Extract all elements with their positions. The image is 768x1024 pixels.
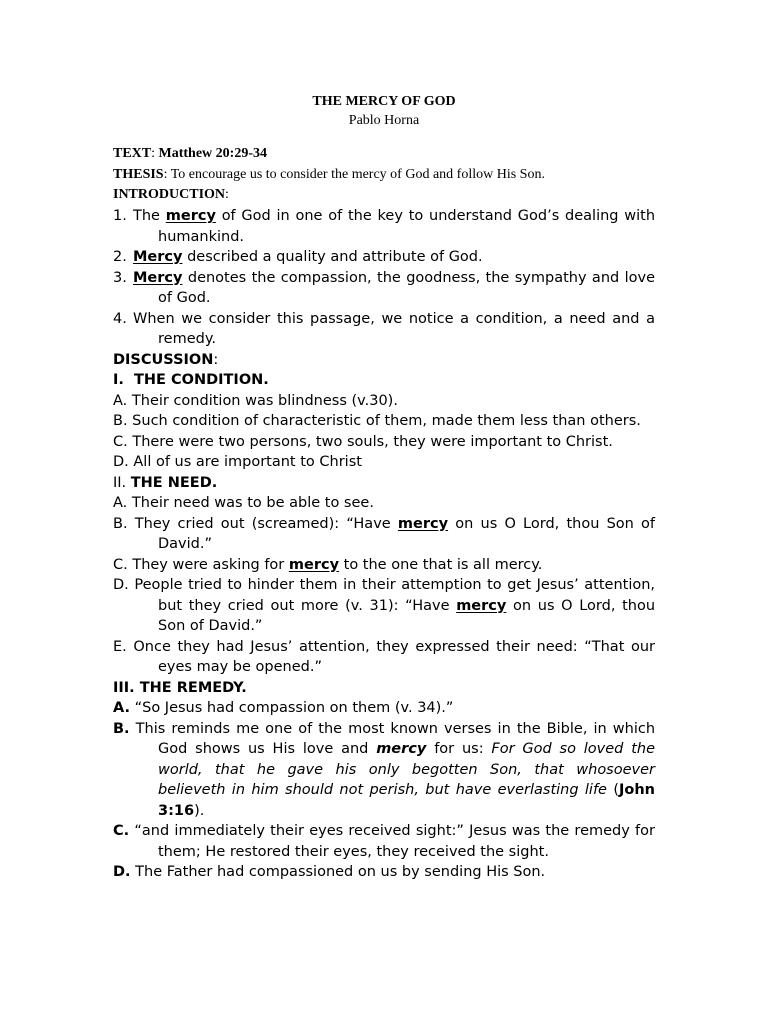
- section-3-item-b: B. This reminds me one of the most known verses in the Bible, in which God shows us His love and mercy for us: For God so loved the world, that he gave his only begotten Son, that whosoever believeth in him should not perish, but have everlasting life (John 3:16).: [113, 720, 656, 819]
- intro-item-1: 1. The mercy of God in one of the key to understand God’s dealing with humankind.: [113, 208, 656, 245]
- thesis-label: THESIS: [113, 167, 164, 182]
- mercy-emphasis: mercy: [288, 556, 340, 573]
- section-3-heading: III. THE REMEDY.: [113, 679, 247, 696]
- introduction-heading: INTRODUCTION:: [113, 187, 229, 202]
- section-1-item-d: D. All of us are important to Christ: [113, 454, 362, 470]
- mercy-emphasis: mercy: [376, 741, 427, 757]
- thesis-text: To encourage us to consider the mercy of God and follow His Son.: [170, 167, 545, 182]
- discussion-heading: DISCUSSION:: [113, 351, 219, 368]
- mercy-emphasis: Mercy: [133, 269, 183, 286]
- section-2-item-c: C. They were asking for mercy to the one that is all mercy.: [113, 556, 543, 573]
- text-reference: Matthew 20:29-34: [158, 146, 267, 161]
- document-author: Pablo Horna: [348, 113, 420, 128]
- text-line: TEXT: Matthew 20:29-34: [113, 146, 267, 161]
- mercy-emphasis: mercy: [397, 515, 449, 532]
- intro-item-3: 3. Mercy denotes the compassion, the goodness, the sympathy and love of God.: [113, 269, 655, 306]
- text-label: TEXT: [113, 146, 152, 161]
- intro-item-2: 2. Mercy described a quality and attribute of God.: [113, 249, 483, 265]
- mercy-emphasis: mercy: [456, 597, 507, 614]
- section-2-item-a: A. Their need was to be able to see.: [113, 495, 374, 511]
- section-3-item-d: D. The Father had compassioned on us by sending His Son.: [113, 864, 546, 880]
- section-2-item-d: D. People tried to hinder them in their attemption to get Jesus’ attention, but they cried out more (v. 31): “Have mercy on us O Lord, thou Son of David.”: [113, 577, 656, 634]
- section-3-item-a: A. “So Jesus had compassion on them (v. 34).”: [113, 700, 454, 716]
- section-1-item-c: C. There were two persons, two souls, they were important to Christ.: [113, 433, 613, 450]
- scripture-reference: John 3:16: [158, 782, 656, 819]
- section-1-item-b: B. Such condition of characteristic of them, made them less than others.: [113, 413, 641, 429]
- thesis-line: THESIS: To encourage us to consider the mercy of God and follow His Son.: [113, 167, 545, 182]
- scripture-quote: For God so loved the world, that he gave his only begotten Son, that whosoever believeth in him should not perish, but have everlasting life: [158, 741, 656, 798]
- section-2-heading: II. THE NEED.: [113, 474, 218, 491]
- section-1-item-a: A. Their condition was blindness (v.30).: [113, 392, 398, 409]
- section-2-item-b: B. They cried out (screamed): “Have mercy on us O Lord, thou Son of David.”: [113, 515, 656, 552]
- section-1-heading: I. THE CONDITION.: [113, 372, 269, 388]
- mercy-emphasis: mercy: [165, 208, 216, 224]
- section-2-item-e: E. Once they had Jesus’ attention, they expressed their need: “That our eyes may be opened.”: [113, 638, 655, 675]
- introduction-label: INTRODUCTION: [113, 187, 226, 202]
- mercy-emphasis: Mercy: [133, 249, 183, 265]
- document-title: THE MERCY OF GOD: [312, 94, 456, 109]
- document-body: [113, 206, 655, 883]
- intro-item-4: 4. When we consider this passage, we notice a condition, a need and a remedy.: [113, 310, 655, 347]
- section-3-item-c: C. “and immediately their eyes received sight:” Jesus was the remedy for them; He restored their eyes, they received the sight.: [113, 823, 655, 860]
